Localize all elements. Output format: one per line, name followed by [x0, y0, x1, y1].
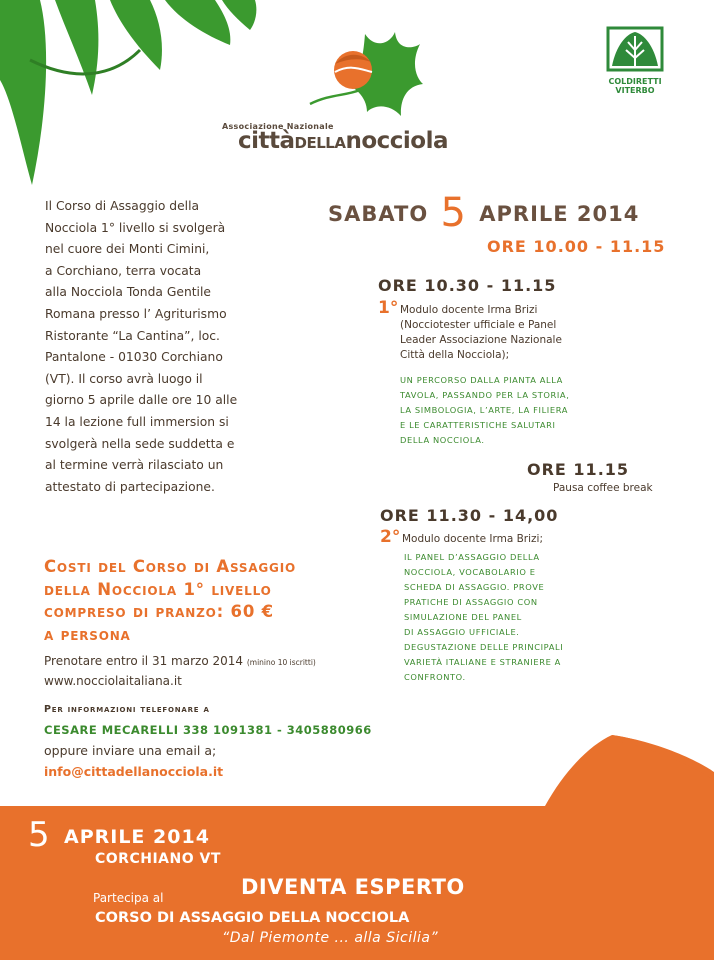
intro-line: a Corchiano, terra vocata [45, 263, 202, 278]
partner-name [600, 77, 670, 95]
booking-text: Prenotare entro il 31 marzo 2014 [44, 654, 244, 668]
slot1-topics [400, 373, 640, 448]
slot2-topic-line: VARIETÀ ITALIANE E STRANIERE A [404, 657, 561, 667]
slot2-topic-line: SCHEDA DI ASSAGGIO. PROVE [404, 582, 545, 592]
brand-part-2: DELLA [294, 134, 346, 152]
event-time: ORE 10.00 - 11.15 [487, 237, 666, 256]
intro-line: 14 la lezione full immersion si [45, 414, 229, 429]
brand-part-1: città [238, 128, 295, 154]
email-link[interactable]: info@cittadellanocciola.it [44, 764, 224, 779]
contact-phone: CESARE MECARELLI 338 1091381 - 3405880966 [44, 723, 372, 737]
coldiretti-shield-icon [606, 26, 664, 74]
slot1-number: 1° [378, 298, 399, 318]
intro-paragraph [45, 196, 310, 498]
intro-line: nel cuore dei Monti Cimini, [45, 242, 210, 257]
slot2-topic-line: DI ASSAGGIO UFFICIALE. [404, 627, 520, 637]
intro-line: (VT). Il corso avrà luogo il [45, 371, 203, 386]
slot2-topic-line: DEGUSTAZIONE DELLE PRINCIPALI [404, 642, 564, 652]
footer-quote: “Dal Piemonte ... alla Sicilia” [222, 930, 439, 946]
costs-line: compreso di pranzo: 60 € [44, 602, 274, 621]
slot1-desc-line: Città della Nocciola); [400, 349, 510, 361]
footer-month-year: APRILE 2014 [64, 826, 210, 848]
partner-line-2: VITERBO [615, 86, 655, 95]
slot1-description [400, 303, 640, 363]
footer-place: CORCHIANO VT [95, 851, 221, 867]
slot2-topic-line: IL PANEL D’ASSAGGIO DELLA [404, 552, 540, 562]
slot2-description: Modulo docente Irma Brizi; [402, 533, 544, 545]
slot2-topic-line: NOCCIOLA, VOCABOLARIO E [404, 567, 536, 577]
slot2-time: ORE 11.30 - 14,00 [380, 506, 559, 525]
footer-day: 5 [28, 815, 50, 855]
intro-line: Ristorante “La Cantina”, loc. [45, 328, 220, 343]
slot2-topic-line: SIMULAZIONE DEL PANEL [404, 612, 522, 622]
partner-line-1: COLDIRETTI [608, 77, 662, 86]
break-label: Pausa coffee break [553, 482, 653, 494]
slot1-desc-line: Modulo docente Irma Brizi [400, 304, 538, 316]
footer-participate: Partecipa al [93, 891, 164, 905]
brand-part-3: nocciola [345, 128, 449, 154]
slot1-topic-line: E LE CARATTERISTICHE SALUTARI [400, 420, 556, 430]
intro-line: Romana presso l’ Agriturismo [45, 306, 227, 321]
intro-line: alla Nocciola Tonda Gentile [45, 285, 211, 300]
slot1-topic-line: DELLA NOCCIOLA. [400, 435, 485, 445]
footer-headline: DIVENTA ESPERTO [241, 875, 465, 899]
slot1-time: ORE 10.30 - 11.15 [378, 276, 557, 295]
event-weekday: SABATO [328, 202, 429, 226]
slot2-topic-line: CONFRONTO. [404, 672, 466, 682]
costs-line: Costi del Corso di Assaggio [44, 557, 296, 576]
intro-line: giorno 5 aprile dalle ore 10 alle [45, 393, 238, 408]
course-costs [44, 556, 389, 646]
intro-line: Nocciola 1° livello si svolgerà [45, 220, 226, 235]
costs-line: della Nocciola 1° livello [44, 579, 272, 599]
slot1-desc-line: (Nocciotester ufficiale e Panel [400, 319, 557, 331]
slot2-number: 2° [380, 527, 401, 547]
event-date [328, 190, 639, 236]
slot1-topic-line: TAVOLA, PASSANDO PER LA STORIA, [400, 390, 570, 400]
booking-note: (minino 10 iscritti) [246, 658, 316, 667]
slot2-topics [404, 550, 644, 685]
intro-line: al termine verrà rilasciato un [45, 458, 224, 473]
info-heading: Per informazioni telefonare a [44, 704, 210, 715]
slot2-topic-line: PRATICHE DI ASSAGGIO CON [404, 597, 538, 607]
leaf-decoration-icon [0, 0, 260, 190]
association-subtitle: Associazione Nazionale [222, 122, 334, 131]
hazelnut-icon [305, 24, 425, 134]
association-name [238, 128, 448, 154]
intro-line: svolgerà nella sede suddetta e [45, 436, 235, 451]
website-link[interactable]: www.nocciolaitaliana.it [44, 674, 182, 688]
costs-line: a persona [44, 624, 131, 644]
intro-line: Pantalone - 01030 Corchiano [45, 350, 223, 365]
break-time: ORE 11.15 [527, 460, 630, 479]
booking-deadline [44, 654, 316, 668]
intro-line: Il Corso di Assaggio della [45, 199, 200, 213]
footer-course: CORSO DI ASSAGGIO DELLA NOCCIOLA [95, 910, 410, 926]
slot1-topic-line: UN PERCORSO DALLA PIANTA ALLA [400, 375, 563, 385]
intro-line: attestato di partecipazione. [45, 479, 215, 494]
event-month-year: APRILE 2014 [479, 202, 640, 226]
event-day: 5 [440, 190, 467, 236]
slot1-topic-line: LA SIMBOLOGIA, L’ARTE, LA FILIERA [400, 405, 569, 415]
email-intro: oppure inviare una email a; [44, 743, 217, 758]
slot1-desc-line: Leader Associazione Nazionale [400, 334, 562, 346]
